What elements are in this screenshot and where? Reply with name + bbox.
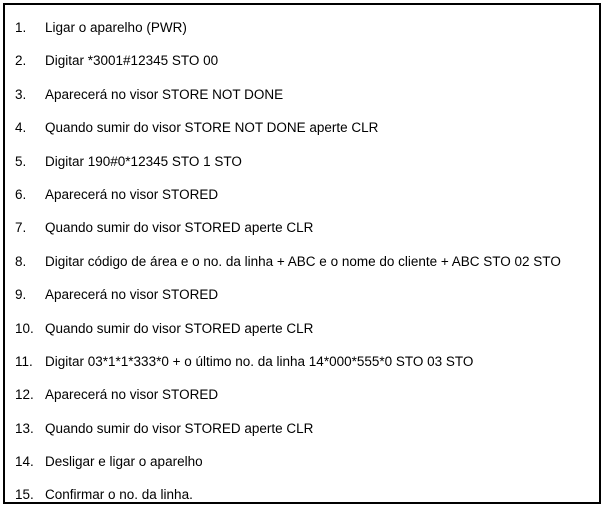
list-item-number: 11. bbox=[15, 353, 33, 369]
list-item-text: Aparecerá no visor STORED bbox=[45, 186, 219, 202]
list-item-number: 7. bbox=[15, 220, 27, 236]
list-item bbox=[5, 245, 599, 278]
list-item-number: 13. bbox=[15, 420, 34, 436]
list-item bbox=[5, 44, 599, 77]
list-item-number: 1. bbox=[15, 20, 27, 35]
instructions-box bbox=[3, 3, 601, 504]
list-item-number: 10. bbox=[15, 320, 34, 336]
list-item-number: 9. bbox=[15, 287, 27, 303]
list-item bbox=[5, 178, 599, 211]
list-item-text: Quando sumir do visor STORED aperte CLR bbox=[45, 320, 314, 336]
list-item bbox=[5, 211, 599, 244]
list-item-number: 4. bbox=[15, 120, 27, 136]
list-item-text: Digitar 03*1*1*333*0 + o último no. da linha 14*000*555*0 STO 03 STO bbox=[45, 353, 474, 369]
list-item bbox=[5, 11, 599, 44]
list-item-number: 6. bbox=[15, 186, 27, 202]
list-item-text: Quando sumir do visor STORED aperte CLR bbox=[45, 420, 314, 436]
list-item bbox=[5, 145, 599, 178]
list-item bbox=[5, 478, 599, 504]
list-item bbox=[5, 445, 599, 478]
list-item-number: 12. bbox=[15, 387, 34, 403]
list-item bbox=[5, 345, 599, 378]
list-item bbox=[5, 412, 599, 445]
list-item-number: 15. bbox=[15, 487, 34, 503]
list-item-text: Quando sumir do visor STORED aperte CLR bbox=[45, 220, 314, 236]
list-item bbox=[5, 278, 599, 311]
list-item-text: Ligar o aparelho (PWR) bbox=[45, 20, 187, 35]
list-item-text: Desligar e ligar o aparelho bbox=[45, 454, 203, 470]
list-item-text: Quando sumir do visor STORE NOT DONE aperte CLR bbox=[45, 120, 379, 136]
list-item-text: Aparecerá no visor STORED bbox=[45, 287, 219, 303]
list-item bbox=[5, 111, 599, 144]
list-item-number: 8. bbox=[15, 253, 27, 269]
list-item bbox=[5, 312, 599, 345]
list-item-text: Confirmar o no. da linha. bbox=[45, 487, 193, 503]
list-item bbox=[5, 378, 599, 411]
list-item-text: Digitar 190#0*12345 STO 1 STO bbox=[45, 153, 242, 169]
list-item bbox=[5, 78, 599, 111]
instruction-list bbox=[5, 5, 599, 504]
list-item-number: 14. bbox=[15, 454, 34, 470]
list-item-number: 2. bbox=[15, 53, 27, 69]
list-item-number: 5. bbox=[15, 153, 27, 169]
list-item-text: Aparecerá no visor STORE NOT DONE bbox=[45, 86, 284, 102]
list-item-number: 3. bbox=[15, 86, 27, 102]
list-item-text: Aparecerá no visor STORED bbox=[45, 387, 219, 403]
list-item-text: Digitar código de área e o no. da linha + ABC e o nome do cliente + ABC STO 02 STO bbox=[45, 253, 561, 269]
list-item-text: Digitar *3001#12345 STO 00 bbox=[45, 53, 219, 69]
